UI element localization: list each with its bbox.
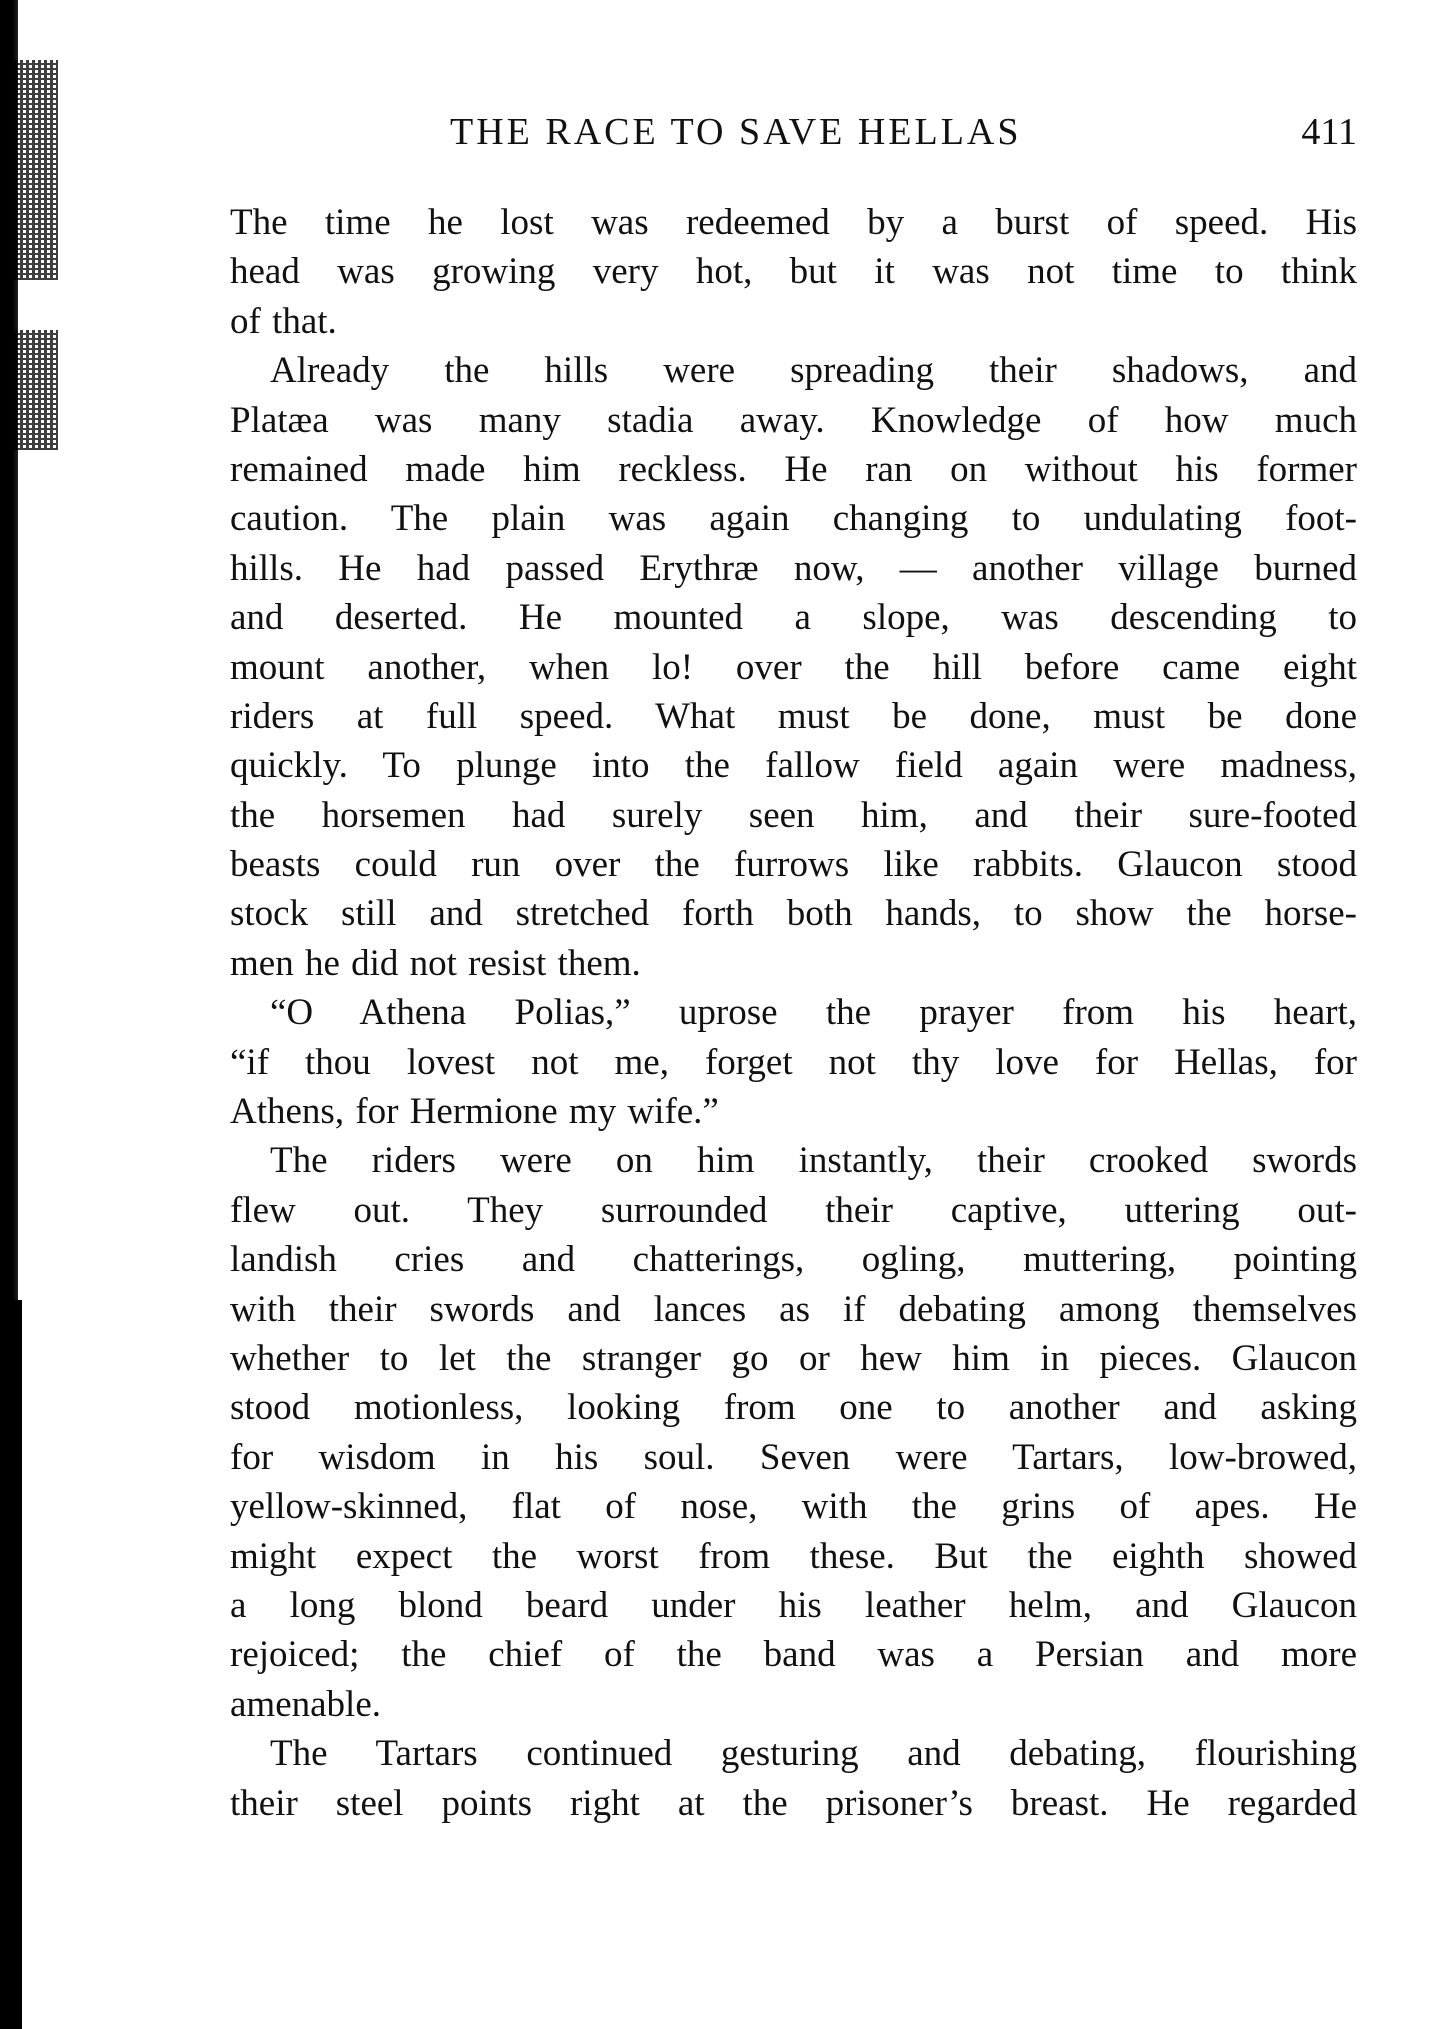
running-title: THE RACE TO SAVE HELLAS: [450, 111, 1022, 153]
text-line: the horsemen had surely seen him, and their sure-footed: [230, 794, 1357, 836]
text-line: quickly. To plunge into the fallow field again were madness,: [230, 745, 1357, 787]
text-line: The time he lost was redeemed by a burst of speed. His: [230, 202, 1357, 243]
text-line: Already the hills were spreading their shadows, and: [270, 350, 1357, 392]
text-line: landish cries and chatterings, ogling, muttering, pointing: [230, 1239, 1357, 1281]
text-line: flew out. They surrounded their captive, uttering out-: [230, 1189, 1357, 1231]
text-line: head was growing very hot, but it was not time to think: [230, 251, 1357, 293]
book-binding-edge-lower: [8, 1300, 22, 2029]
page-body-text: [230, 198, 1357, 1828]
text-line: might expect the worst from these. But the eighth showed: [230, 1535, 1357, 1577]
text-line: yellow-skinned, flat of nose, with the grins of apes. He: [230, 1486, 1357, 1528]
page-header: [230, 110, 1357, 154]
text-line: amenable.: [230, 1683, 381, 1725]
scan-speckle: [14, 60, 58, 280]
text-line: “O Athena Polias,” uprose the prayer from his heart,: [270, 992, 1357, 1034]
text-line: stood motionless, looking from one to another and asking: [230, 1387, 1357, 1429]
text-line: Platæa was many stadia away. Knowledge of how much: [230, 399, 1357, 441]
text-line: a long blond beard under his leather helm, and Glaucon: [230, 1584, 1357, 1626]
text-line: beasts could run over the furrows like rabbits. Glaucon stood: [230, 844, 1357, 886]
text-line: hills. He had passed Erythræ now, — another village burned: [230, 547, 1357, 589]
text-line: for wisdom in his soul. Seven were Tartars, low-browed,: [230, 1436, 1357, 1478]
text-line: of that.: [230, 300, 337, 342]
text-line: remained made him reckless. He ran on without his former: [230, 448, 1357, 490]
text-line: men he did not resist them.: [230, 942, 641, 984]
text-line: riders at full speed. What must be done, must be done: [230, 695, 1357, 737]
text-line: The Tartars continued gesturing and debating, flourishing: [270, 1733, 1357, 1775]
text-line: The riders were on him instantly, their crooked swords: [270, 1140, 1357, 1182]
page-number: 411: [1301, 111, 1357, 153]
text-line: Athens, for Hermione my wife.”: [230, 1091, 719, 1133]
text-line: mount another, when lo! over the hill before came eight: [230, 646, 1357, 688]
text-line: rejoiced; the chief of the band was a Persian and more: [230, 1634, 1357, 1676]
text-line: whether to let the stranger go or hew him in pieces. Glaucon: [230, 1337, 1357, 1379]
text-line: caution. The plain was again changing to undulating foot-: [230, 498, 1357, 540]
text-line: stock still and stretched forth both hands, to show the horse-: [230, 893, 1357, 935]
text-line: their steel points right at the prisoner’s breast. He regarded: [230, 1782, 1357, 1824]
text-line: with their swords and lances as if debating among themselves: [230, 1288, 1357, 1330]
text-line: “if thou lovest not me, forget not thy love for Hellas, for: [230, 1041, 1357, 1083]
text-line: and deserted. He mounted a slope, was descending to: [230, 597, 1357, 639]
scan-speckle: [14, 330, 58, 450]
